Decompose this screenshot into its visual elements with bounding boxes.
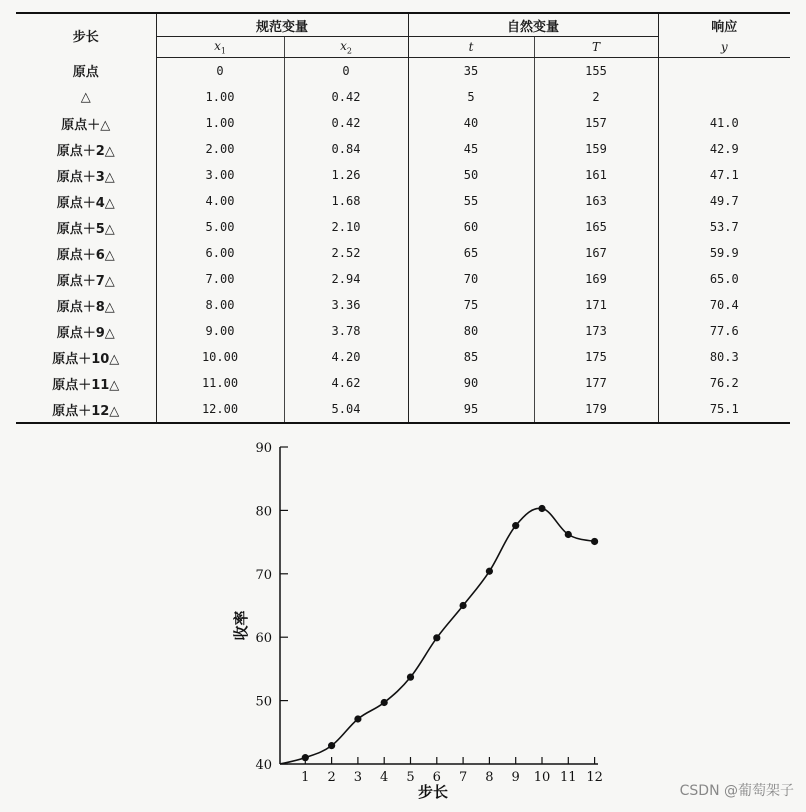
header-t: t bbox=[408, 37, 534, 58]
cell-T: 173 bbox=[534, 318, 658, 344]
data-point bbox=[486, 568, 493, 575]
x-tick-label: 11 bbox=[560, 770, 577, 785]
cell-T: 161 bbox=[534, 162, 658, 188]
cell-t: 60 bbox=[408, 214, 534, 240]
cell-x2: 3.78 bbox=[284, 318, 408, 344]
cell-x1: 4.00 bbox=[156, 188, 284, 214]
cell-t: 40 bbox=[408, 110, 534, 136]
data-point bbox=[407, 674, 414, 681]
cell-y: 41.0 bbox=[658, 110, 790, 136]
data-point bbox=[565, 531, 572, 538]
cell-t: 35 bbox=[408, 58, 534, 85]
table-row bbox=[16, 266, 790, 292]
cell-t: 45 bbox=[408, 136, 534, 162]
cell-x1: 3.00 bbox=[156, 162, 284, 188]
table-row bbox=[16, 396, 790, 423]
cell-x1: 10.00 bbox=[156, 344, 284, 370]
cell-step: 原点＋9△ bbox=[56, 325, 115, 341]
y-axis-label: 收率 bbox=[232, 610, 250, 641]
y-tick-label: 40 bbox=[255, 758, 272, 773]
cell-y: 75.1 bbox=[658, 396, 790, 423]
cell-step: 原点＋12△ bbox=[52, 403, 120, 419]
table-row bbox=[16, 136, 790, 162]
cell-x1: 5.00 bbox=[156, 214, 284, 240]
table-row bbox=[16, 162, 790, 188]
table-row bbox=[16, 318, 790, 344]
table-body bbox=[16, 58, 790, 424]
cell-step: 原点 bbox=[72, 65, 99, 81]
cell-x1: 9.00 bbox=[156, 318, 284, 344]
cell-step: 原点＋11△ bbox=[52, 377, 120, 393]
cell-T: 167 bbox=[534, 240, 658, 266]
yield-chart bbox=[0, 425, 806, 808]
header-response: 响应 bbox=[658, 13, 790, 37]
cell-x1: 11.00 bbox=[156, 370, 284, 396]
cell-x1: 1.00 bbox=[156, 84, 284, 110]
cell-y: 42.9 bbox=[658, 136, 790, 162]
cell-t: 65 bbox=[408, 240, 534, 266]
cell-x1: 1.00 bbox=[156, 110, 284, 136]
cell-t: 70 bbox=[408, 266, 534, 292]
cell-x2: 2.94 bbox=[284, 266, 408, 292]
x-tick-label: 2 bbox=[327, 770, 336, 785]
x-tick-label: 4 bbox=[380, 770, 389, 785]
y-tick-label: 90 bbox=[255, 441, 272, 456]
cell-x2: 4.20 bbox=[284, 344, 408, 370]
cell-y: 80.3 bbox=[658, 344, 790, 370]
table-row bbox=[16, 240, 790, 266]
cell-t: 80 bbox=[408, 318, 534, 344]
cell-x1: 0 bbox=[156, 58, 284, 85]
data-point bbox=[354, 715, 361, 722]
cell-T: 2 bbox=[534, 84, 658, 110]
cell-y: 47.1 bbox=[658, 162, 790, 188]
cell-T: 169 bbox=[534, 266, 658, 292]
cell-x2: 5.04 bbox=[284, 396, 408, 423]
cell-t: 5 bbox=[408, 84, 534, 110]
cell-y: 49.7 bbox=[658, 188, 790, 214]
cell-T: 155 bbox=[534, 58, 658, 85]
header-x2: $x_2$ bbox=[284, 37, 408, 58]
steepest-ascent-table bbox=[16, 12, 790, 424]
cell-y: 53.7 bbox=[658, 214, 790, 240]
cell-x2: 4.62 bbox=[284, 370, 408, 396]
data-point bbox=[460, 602, 467, 609]
cell-T: 177 bbox=[534, 370, 658, 396]
x-tick-label: 1 bbox=[301, 770, 310, 785]
cell-x1: 8.00 bbox=[156, 292, 284, 318]
cell-T: 171 bbox=[534, 292, 658, 318]
cell-x2: 0.42 bbox=[284, 110, 408, 136]
data-point bbox=[512, 522, 519, 529]
cell-y bbox=[658, 58, 790, 85]
data-point bbox=[328, 742, 335, 749]
header-step: 步长 bbox=[72, 30, 99, 46]
cell-T: 165 bbox=[534, 214, 658, 240]
table-row bbox=[16, 370, 790, 396]
table-row bbox=[16, 292, 790, 318]
cell-x1: 2.00 bbox=[156, 136, 284, 162]
cell-x2: 1.26 bbox=[284, 162, 408, 188]
x-tick-label: 10 bbox=[533, 770, 551, 785]
cell-y: 70.4 bbox=[658, 292, 790, 318]
cell-t: 50 bbox=[408, 162, 534, 188]
header-row-1 bbox=[16, 13, 790, 37]
cell-t: 95 bbox=[408, 396, 534, 423]
y-tick-label: 80 bbox=[255, 504, 272, 520]
cell-T: 157 bbox=[534, 110, 658, 136]
table-row bbox=[16, 188, 790, 214]
cell-y: 76.2 bbox=[658, 370, 790, 396]
cell-y bbox=[658, 84, 790, 110]
cell-t: 85 bbox=[408, 344, 534, 370]
cell-y: 65.0 bbox=[658, 266, 790, 292]
header-natural-variables: 自然变量 bbox=[408, 13, 658, 37]
cell-step: 原点＋4△ bbox=[56, 195, 115, 211]
x-tick-label: 8 bbox=[485, 770, 494, 785]
data-point bbox=[381, 699, 388, 706]
cell-t: 75 bbox=[408, 292, 534, 318]
cell-T: 163 bbox=[534, 188, 658, 214]
data-point bbox=[433, 634, 440, 641]
cell-t: 90 bbox=[408, 370, 534, 396]
cell-x1: 6.00 bbox=[156, 240, 284, 266]
x-tick-label: 3 bbox=[353, 770, 363, 785]
cell-t: 55 bbox=[408, 188, 534, 214]
x-tick-label: 6 bbox=[432, 770, 441, 785]
table-row bbox=[16, 214, 790, 240]
cell-x2: 1.68 bbox=[284, 188, 408, 214]
header-y: y bbox=[658, 37, 790, 58]
y-tick-label: 50 bbox=[255, 694, 272, 710]
cell-step: 原点＋6△ bbox=[56, 247, 115, 263]
cell-x2: 2.10 bbox=[284, 214, 408, 240]
cell-step: 原点＋10△ bbox=[52, 351, 120, 367]
cell-x1: 7.00 bbox=[156, 266, 284, 292]
cell-x2: 2.52 bbox=[284, 240, 408, 266]
cell-x2: 0 bbox=[284, 58, 408, 85]
x-axis-label: 步长 bbox=[417, 783, 449, 801]
cell-y: 59.9 bbox=[658, 240, 790, 266]
data-point bbox=[538, 505, 545, 512]
cell-step: 原点＋8△ bbox=[56, 299, 115, 315]
cell-step: 原点＋△ bbox=[61, 117, 111, 133]
data-point bbox=[591, 538, 598, 545]
cell-T: 175 bbox=[534, 344, 658, 370]
y-tick-label: 70 bbox=[255, 567, 272, 583]
cell-step: 原点＋7△ bbox=[56, 273, 115, 289]
x-tick-label: 12 bbox=[586, 770, 603, 785]
x-tick-label: 7 bbox=[458, 770, 468, 785]
cell-step: △ bbox=[80, 89, 91, 105]
table-row bbox=[16, 58, 790, 85]
table-row bbox=[16, 344, 790, 370]
cell-x1: 12.00 bbox=[156, 396, 284, 423]
cell-x2: 0.42 bbox=[284, 84, 408, 110]
cell-step: 原点＋2△ bbox=[56, 143, 115, 159]
watermark: CSDN @葡萄架子 bbox=[679, 783, 794, 799]
header-coded-variables: 规范变量 bbox=[156, 13, 408, 37]
yield-chart-svg bbox=[0, 425, 806, 808]
cell-x2: 3.36 bbox=[284, 292, 408, 318]
header-x1: $x_1$ bbox=[156, 37, 284, 58]
cell-T: 159 bbox=[534, 136, 658, 162]
data-point bbox=[302, 754, 309, 761]
x-tick-label: 5 bbox=[406, 770, 415, 785]
cell-step: 原点＋5△ bbox=[56, 221, 115, 237]
cell-step: 原点＋3△ bbox=[56, 169, 115, 185]
x-tick-label: 9 bbox=[511, 770, 520, 785]
y-tick-label: 60 bbox=[255, 631, 272, 647]
cell-y: 77.6 bbox=[658, 318, 790, 344]
table-row bbox=[16, 84, 790, 110]
cell-x2: 0.84 bbox=[284, 136, 408, 162]
cell-T: 179 bbox=[534, 396, 658, 423]
header-T: T bbox=[534, 37, 658, 58]
table-row bbox=[16, 110, 790, 136]
